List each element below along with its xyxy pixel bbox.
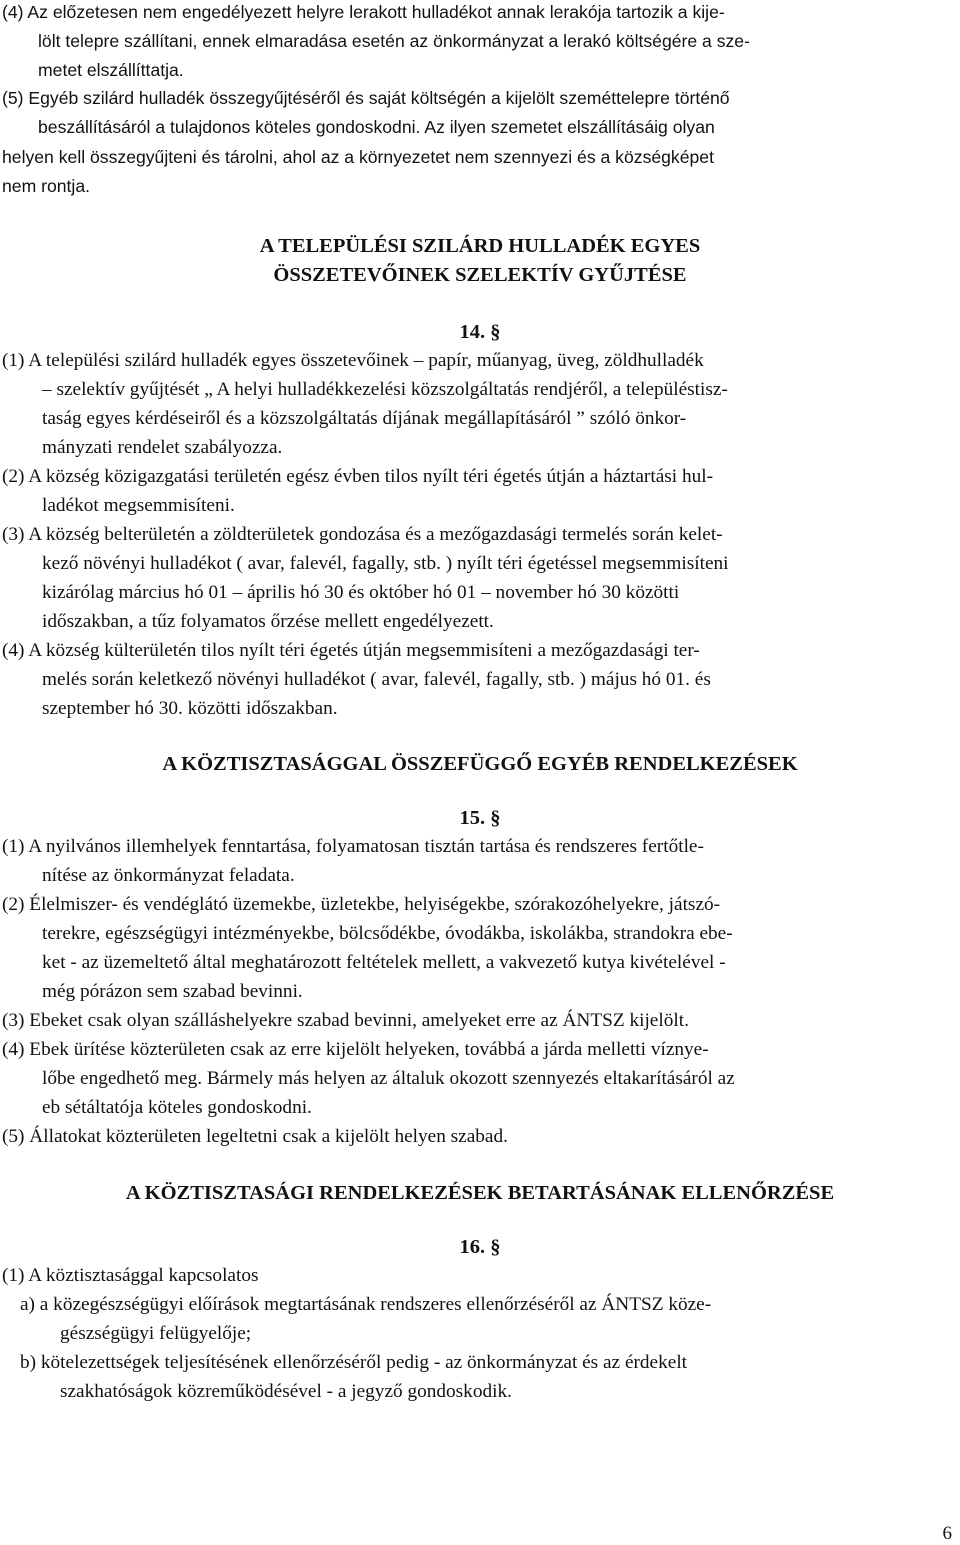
text-line: nítése az önkormányzat feladata. <box>42 865 295 886</box>
section-number: 15. § <box>459 807 501 829</box>
text-line: időszakban, a tűz folyamatos őrzése mellett engedélyezett. <box>42 611 494 632</box>
text-line: b) kötelezettségek teljesítésének ellenőrzéséről pedig - az önkormányzat és az érdekelt <box>20 1352 688 1373</box>
text-line: gészségügyi felügyelője; <box>60 1323 252 1344</box>
text-line: melés során keletkező növényi hulladékot ( avar, falevél, fagally, stb. ) május hó 01. és <box>42 669 711 690</box>
section-heading: A TELEPÜLÉSI SZILÁRD HULLADÉK EGYES <box>259 235 701 257</box>
text-line: szakhatóságok közreműködésével - a jegyző gondoskodik. <box>60 1381 512 1402</box>
text-line: mányzati rendelet szabályozza. <box>42 437 283 458</box>
section-number: 16. § <box>459 1236 501 1258</box>
text-line: metet elszállíttatja. <box>38 60 184 80</box>
text-line: taság egyes kérdéseiről és a közszolgáltatás díjának megállapításáról ” szóló önkor- <box>42 408 687 429</box>
section-heading: ÖSSZETEVŐINEK SZELEKTÍV GYŰJTÉSE <box>273 264 687 286</box>
text-line: terekre, egészségügyi intézményekbe, bölcsődékbe, óvodákba, iskolákba, strandokra ebe- <box>42 923 733 944</box>
section-number: 14. § <box>459 321 501 343</box>
section-heading: A KÖZTISZTASÁGGAL ÖSSZEFÜGGŐ EGYÉB RENDELKEZÉSEK <box>162 753 798 775</box>
text-line: ket - az üzemeltető által meghatározott feltételek mellett, a vakvezető kutya kivételével - <box>42 952 726 973</box>
text-line: lölt telepre szállítani, ennek elmaradása esetén az önkormányzat a lerakó költségére a sze- <box>38 31 750 51</box>
text-line: szeptember hó 30. közötti időszakban. <box>42 698 338 719</box>
text-line: (5) Állatokat közterületen legeltetni csak a kijelölt helyen szabad. <box>2 1126 508 1147</box>
text-line: (2) A község közigazgatási területén egész évben tilos nyílt téri égetés útján a háztartási hul- <box>2 466 714 487</box>
text-line: (4) Ebek ürítése közterületen csak az erre kijelölt helyeken, továbbá a járda melletti víznye- <box>2 1039 709 1060</box>
text-line: kizárólag március hó 01 – április hó 30 és október hó 01 – november hó 30 közötti <box>42 582 680 603</box>
text-line: lőbe engedhető meg. Bármely más helyen az általuk okozott szennyezés eltakarításáról az <box>42 1068 735 1089</box>
text-line: (2) Élelmiszer- és vendéglátó üzemekbe, üzletekbe, helyiségekbe, szórakozóhelyekre, játszó- <box>2 894 721 915</box>
text-line: (5) Egyéb szilárd hulladék összegyűjtéséről és saját költségén a kijelölt szeméttelepre történő <box>2 88 730 108</box>
text-line: eb sétáltatója köteles gondoskodni. <box>42 1097 312 1118</box>
text-line: beszállításáról a tulajdonos köteles gondoskodni. Az ilyen szemetet elszállításáig olyan <box>38 117 715 137</box>
text-line: még pórázon sem szabad bevinni. <box>42 981 303 1002</box>
text-line: kező növényi hulladékot ( avar, falevél, fagally, stb. ) nyílt téri égetéssel megsemmisíteni <box>42 553 729 574</box>
text-line: helyen kell összegyűjteni és tárolni, ahol az a környezetet nem szennyezi és a községképet <box>2 147 714 167</box>
text-line: (3) A község belterületén a zöldterületek gondozása és a mezőgazdasági termelés során kelet- <box>2 524 723 545</box>
text-line: – szelektív gyűjtését „ A helyi hulladékkezelési közszolgáltatás rendjéről, a településtisz- <box>42 379 728 400</box>
text-line: (1) A települési szilárd hulladék egyes összetevőinek – papír, műanyag, üveg, zöldhulladék <box>2 350 704 371</box>
text-line: (1) A nyilvános illemhelyek fenntartása, folyamatosan tisztán tartása és rendszeres fertőtle- <box>2 836 704 857</box>
section-heading: A KÖZTISZTASÁGI RENDELKEZÉSEK BETARTÁSÁNAK ELLENŐRZÉSE <box>125 1182 835 1204</box>
text-line: (1) A köztisztasággal kapcsolatos <box>2 1265 259 1286</box>
text-line: nem rontja. <box>2 176 91 196</box>
text-line: ladékot megsemmisíteni. <box>42 495 235 516</box>
text-line: (4) Az előzetesen nem engedélyezett helyre lerakott hulladékot annak lerakója tartozik a kije- <box>2 2 725 22</box>
text-line: (4) A község külterületén tilos nyílt téri égetés útján megsemmisíteni a mezőgazdasági ter- <box>2 640 700 661</box>
text-line: a) a közegészségügyi előírások megtartásának rendszeres ellenőrzéséről az ÁNTSZ köze- <box>20 1294 712 1315</box>
page-number: 6 <box>942 1523 952 1544</box>
text-line: (3) Ebeket csak olyan szálláshelyekre szabad bevinni, amelyeket erre az ÁNTSZ kijelölt. <box>2 1010 689 1031</box>
